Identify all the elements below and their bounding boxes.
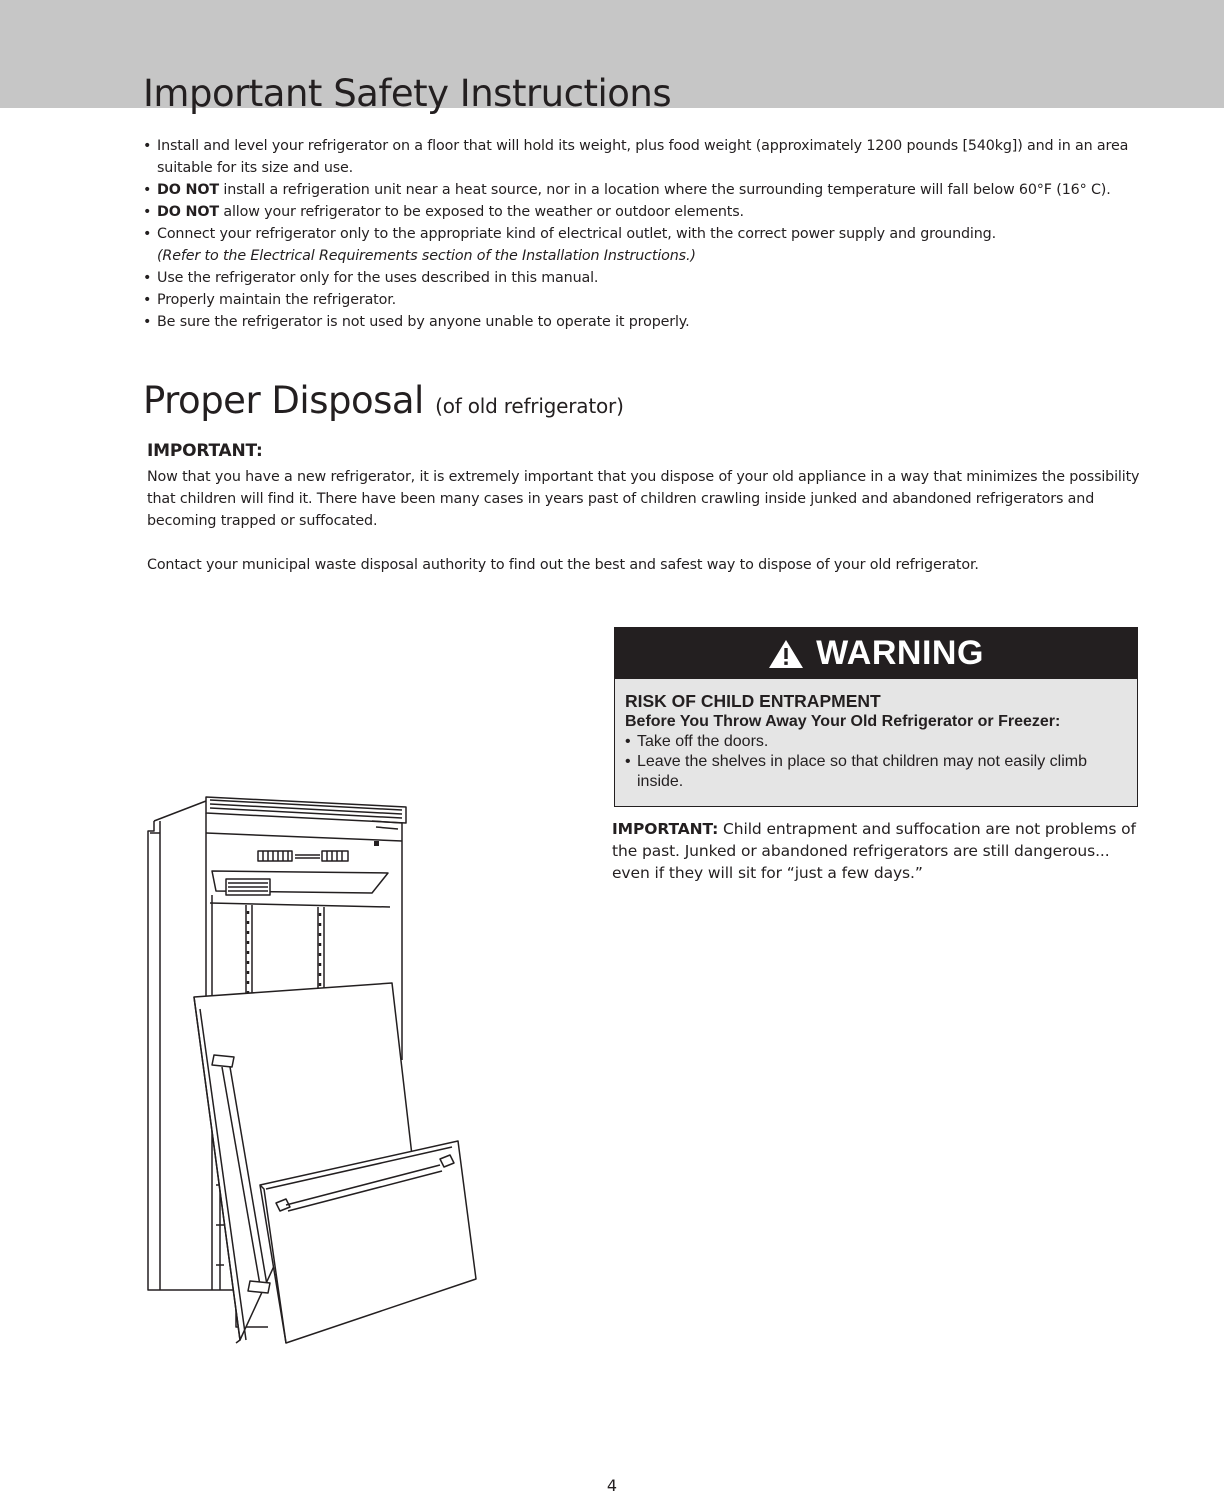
list-item: • Take off the doors.	[625, 732, 1127, 752]
list-item: • DO NOT allow your refrigerator to be exposed to the weather or outdoor elements.	[143, 201, 1153, 223]
list-item: • DO NOT install a refrigeration unit near a heat source, nor in a location where the surrounding temperature will fall below 60°F (16° C).	[143, 179, 1153, 201]
warning-triangle-icon	[768, 639, 804, 669]
page-number: 4	[606, 1476, 618, 1495]
contact-paragraph: Contact your municipal waste disposal authority to find out the best and safest way to dispose of your old refrigerator.	[147, 557, 979, 573]
warning-heading: RISK OF CHILD ENTRAPMENT	[625, 691, 881, 711]
warning-subheading: Before You Throw Away Your Old Refrigerator or Freezer:	[625, 713, 1061, 730]
disposal-title	[143, 377, 624, 430]
list-item: • Be sure the refrigerator is not used by anyone unable to operate it properly.	[143, 311, 1153, 333]
list-item: • Connect your refrigerator only to the appropriate kind of electrical outlet, with the correct power supply and grounding. (Refer to the Electrical Requirements section of the Installation Instructions.)	[143, 223, 1153, 267]
important-note-text: Child entrapment and suffocation are not problems of the past. Junked or abandoned refrigerators are still dangerous... even if they will sit for “just a few days.”	[612, 820, 1136, 882]
important-note-label: IMPORTANT:	[612, 820, 719, 838]
list-item: • Leave the shelves in place so that children may not easily climb inside.	[625, 752, 1127, 792]
safety-instructions-list	[143, 135, 1153, 333]
refrigerator-illustration	[140, 785, 485, 1345]
warning-list	[625, 732, 1127, 792]
important-note	[612, 818, 1142, 884]
disposal-subtitle: (of old refrigerator)	[435, 394, 624, 418]
page-title: Important Safety Instructions	[143, 72, 672, 115]
warning-header	[615, 628, 1137, 679]
warning-box	[614, 627, 1138, 807]
important-label: IMPORTANT:	[147, 441, 263, 461]
list-item: • Install and level your refrigerator on a floor that will hold its weight, plus food weight (approximately 1200 pounds [540kg]) and in an area suitable for its size and use.	[143, 135, 1153, 179]
disposal-paragraph: Now that you have a new refrigerator, it is extremely important that you dispose of your old appliance in a way that minimizes the possibility that children will find it. There have been many cases in years past of children crawling inside junked and abandoned refrigerators and becoming trapped or suffocated.	[147, 469, 1140, 529]
list-item: • Use the refrigerator only for the uses described in this manual.	[143, 267, 1153, 289]
list-item: • Properly maintain the refrigerator.	[143, 289, 1153, 311]
warning-body	[615, 679, 1137, 792]
warning-title: WARNING	[816, 634, 984, 672]
disposal-title-text: Proper Disposal	[143, 379, 424, 422]
